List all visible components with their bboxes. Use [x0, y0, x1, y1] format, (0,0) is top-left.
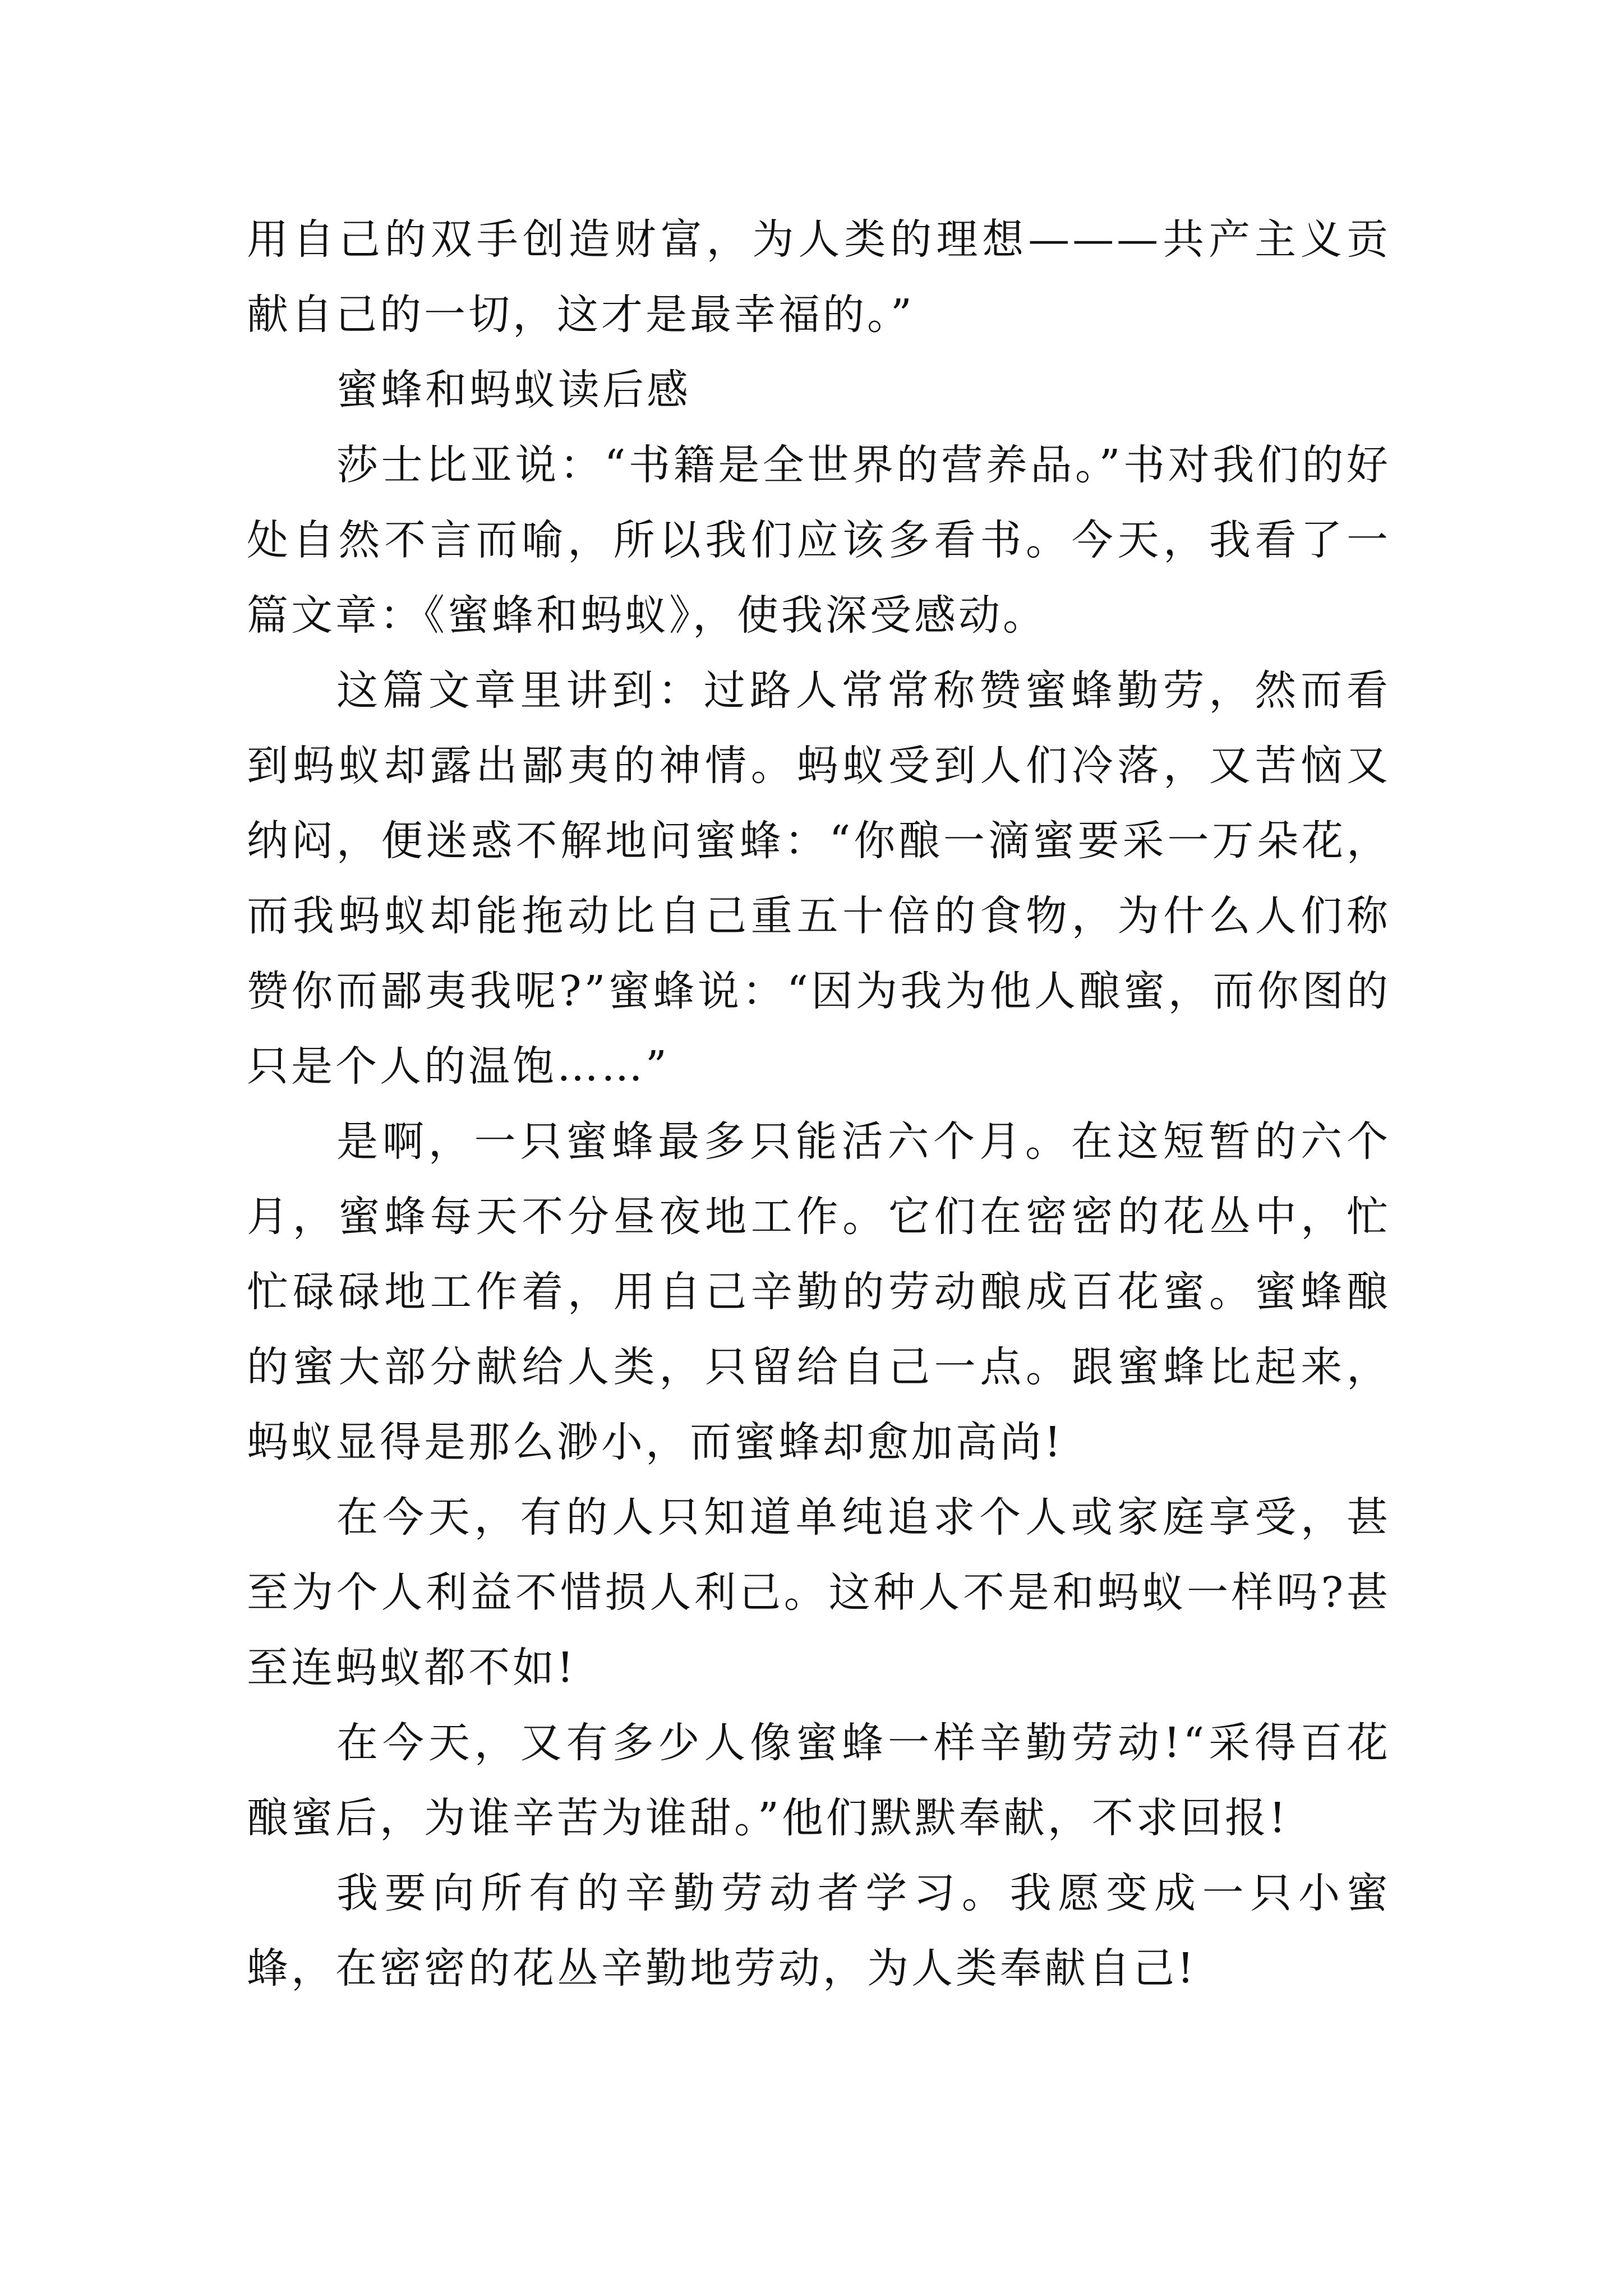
paragraph-selfish-people: 在今天，有的人只知道单纯追求个人或家庭享受，甚至为个人利益不惜损人利己。这种人不是和蚂蚁一样吗?甚至连蚂蚁都不如! [247, 1493, 1391, 1692]
paragraph-shakespeare-quote: 莎士比亚说：“书籍是全世界的营养品。”书对我们的好处自然不言而喻，所以我们应该多看书。今天，我看了一篇文章：《蜜蜂和蚂蚁》，使我深受感动。 [247, 441, 1391, 639]
section-title: 蜜蜂和蚂蚁读后感 [336, 366, 691, 414]
document-body [247, 202, 1391, 2006]
paragraph-bee-lifespan: 是啊，一只蜜蜂最多只能活六个月。在这短暂的六个月，蜜蜂每天不分昼夜地工作。它们在密密的花丛中，忙忙碌碌地工作着，用自己辛勤的劳动酿成百花蜜。蜜蜂酿的蜜大部分献给人类，只留给自己一点。跟蜜蜂比起来，蚂蚁显得是那么渺小，而蜜蜂却愈加高尚! [247, 1117, 1391, 1466]
paragraph-story-summary: 这篇文章里讲到：过路人常常称赞蜜蜂勤劳，然而看到蚂蚁却露出鄙夷的神情。蚂蚁受到人们冷落，又苦恼又纳闷，便迷惑不解地问蜜蜂：“你酿一滴蜜要采一万朵花，而我蚂蚁却能拖动比自己重五十倍的食物，为什么人们称赞你而鄙夷我呢?”蜜蜂说：“因为我为他人酿蜜，而你图的只是个人的温饱……” [247, 666, 1391, 1091]
paragraph-continuation: 用自己的双手创造财富，为人类的理想———共产主义贡献自己的一切，这才是最幸福的。” [247, 215, 1391, 339]
paragraph-conclusion: 我要向所有的辛勤劳动者学习。我愿变成一只小蜜蜂，在密密的花丛辛勤地劳动，为人类奉献自己! [247, 1869, 1391, 1993]
paragraph-hardworking-people: 在今天，又有多少人像蜜蜂一样辛勤劳动!“采得百花酿蜜后，为谁辛苦为谁甜。”他们默默奉献，不求回报! [247, 1719, 1391, 1842]
